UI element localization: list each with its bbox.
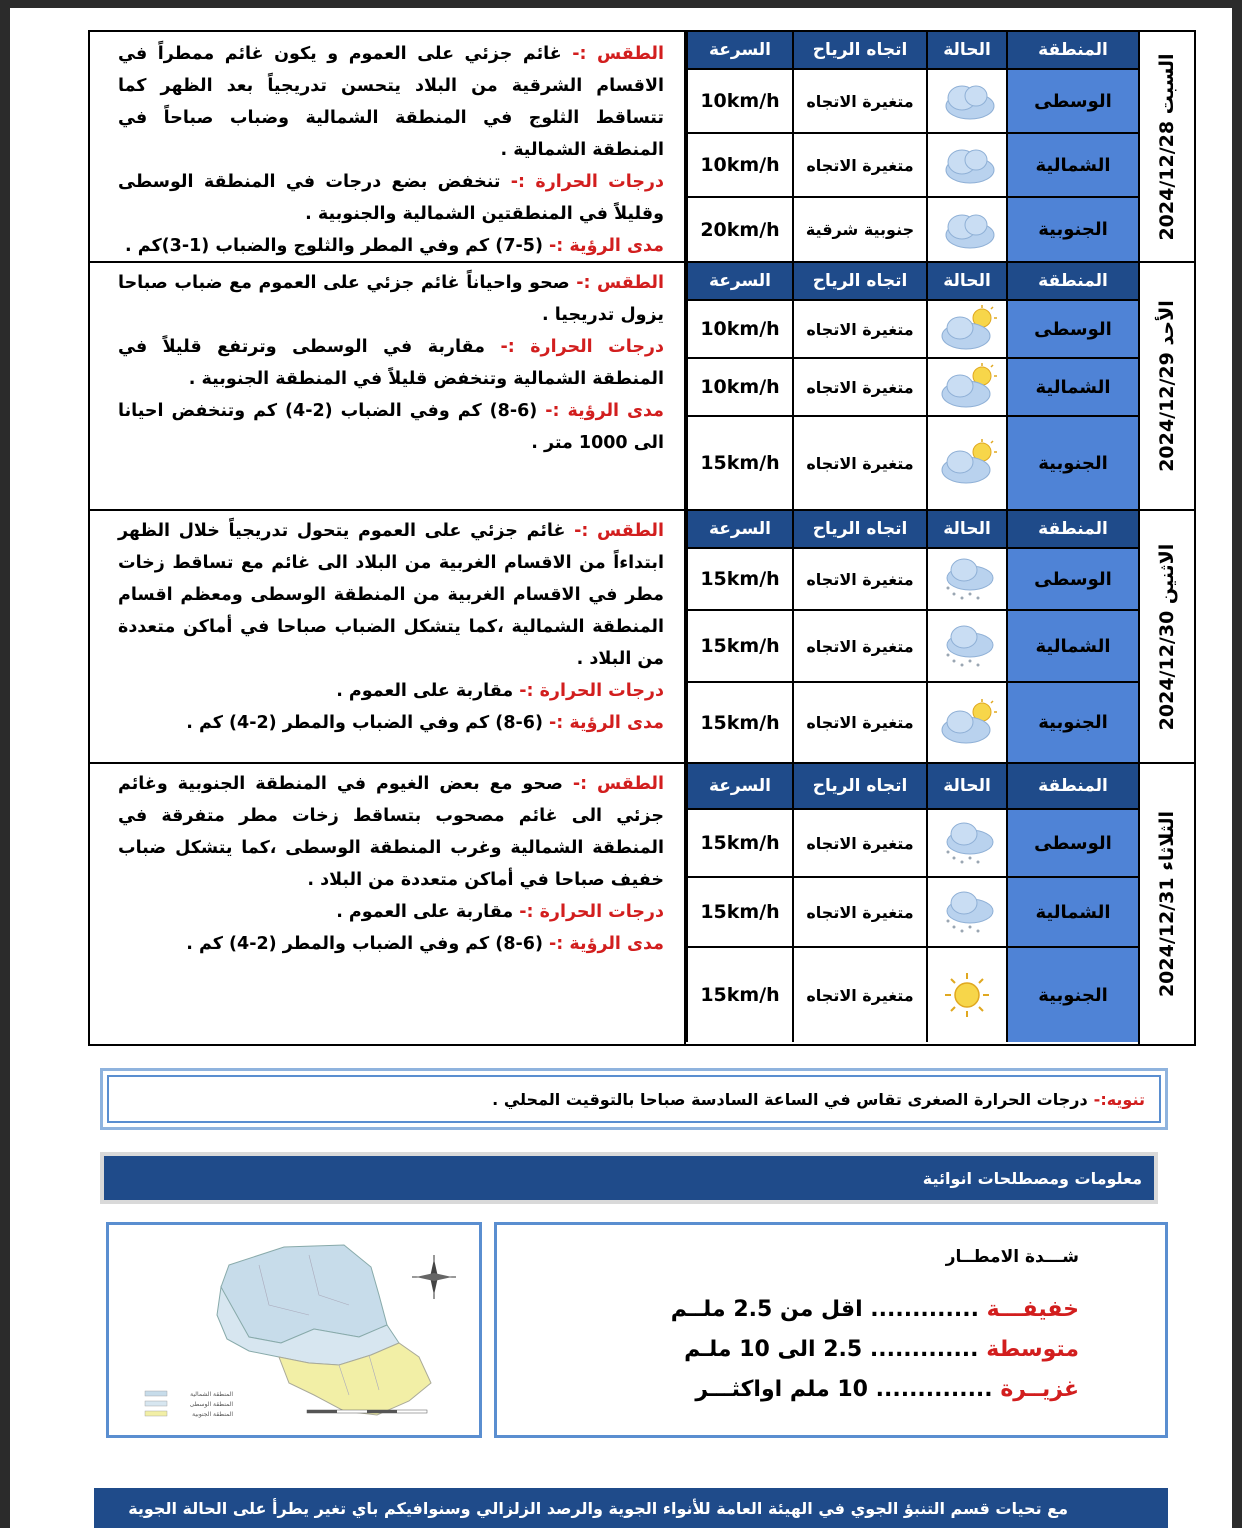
visibility-label: مدى الرؤية :-: [549, 713, 664, 733]
header-speed: السرعة: [686, 511, 792, 547]
region-name: الشمالية: [1006, 611, 1138, 681]
wind-speed: 15km/h: [686, 878, 792, 946]
wind-speed: 15km/h: [686, 683, 792, 762]
forecast-text: [90, 764, 686, 1044]
visibility-text: (6-8) كم وفي الضباب (2-4) كم وتنخفض احيانا الى 1000 متر .: [118, 401, 664, 453]
table-row: [686, 198, 1138, 261]
wind-speed: 10km/h: [686, 359, 792, 415]
header-state: الحالة: [926, 764, 1006, 808]
table-row: [686, 549, 1138, 611]
region-table: [686, 263, 1138, 509]
day-block-monday: [90, 511, 1194, 764]
table-row: [686, 683, 1138, 762]
cloud-icon: [936, 76, 998, 126]
footer-bar: مع تحيات قسم التنبؤ الجوي في الهيئة العامة للأنواء الجوية والرصد الزلزالي وسنوافيكم باي تغير يطرأ على الحالة الجوية: [94, 1488, 1168, 1528]
wind-speed: 10km/h: [686, 70, 792, 132]
region-map: [106, 1222, 482, 1438]
wind-direction: متغيرة الاتجاه: [792, 301, 926, 357]
date-cell: [1138, 32, 1194, 261]
cloud-icon: [936, 140, 998, 190]
wind-direction: متغيرة الاتجاه: [792, 810, 926, 876]
header-wind-dir: اتجاه الرياح: [792, 263, 926, 299]
wind-speed: 15km/h: [686, 417, 792, 509]
wind-direction: متغيرة الاتجاه: [792, 683, 926, 762]
table-row: [686, 611, 1138, 683]
table-header-row: [686, 511, 1138, 549]
wind-direction: جنوبية شرقية: [792, 198, 926, 261]
weather-label: الطقس :-: [572, 774, 664, 794]
rain-medium: [684, 1337, 1079, 1362]
note-inner: [107, 1075, 1161, 1123]
weather-label: الطقس :-: [572, 44, 664, 64]
legend-middle: المنطقة الوسطى: [189, 1401, 233, 1408]
table-header-row: [686, 263, 1138, 301]
region-name: الجنوبية: [1006, 683, 1138, 762]
rain-medium-text: ............. 2.5 الى 10 ملـم: [684, 1337, 987, 1362]
weather-text: صحو مع بعض الغيوم في المنطقة الجنوبية وغائم جزئي الى غائم مصحوب بتساقط زخات مطر متفرقة في المنطقة الشمالية وغرب المنطقة الوسطى ،كما يتشكل ضباب خفيف صباحا في أماكن متعددة من البلاد .: [118, 774, 664, 890]
table-row: [686, 878, 1138, 948]
day-block-tuesday: [90, 764, 1194, 1044]
rain-heavy-label: غزيــرة: [1000, 1377, 1079, 1402]
rain-light: [671, 1297, 1079, 1322]
rain-title: شـــدة الامطــار: [945, 1247, 1079, 1267]
wind-speed: 15km/h: [686, 948, 792, 1042]
wind-direction: متغيرة الاتجاه: [792, 70, 926, 132]
forecast-text: [90, 32, 686, 261]
visibility-text: (6-8) كم وفي الضباب والمطر (2-4) كم .: [186, 934, 550, 954]
visibility-label: مدى الرؤية :-: [549, 934, 664, 954]
info-bar-title: معلومات ومصطلحات انوائية: [104, 1156, 1154, 1200]
region-name: الجنوبية: [1006, 198, 1138, 261]
rain-light-label: خفيفـــة: [986, 1297, 1079, 1322]
rain-cloud-icon: [936, 818, 998, 868]
rain-heavy: [695, 1377, 1079, 1402]
visibility-text: (5-7) كم وفي المطر والثلوج والضباب (1-3)كم .: [124, 236, 550, 256]
weather-state-cell: [926, 611, 1006, 681]
rain-cloud-icon: [936, 887, 998, 937]
table-header-row: [686, 764, 1138, 810]
table-row: [686, 134, 1138, 198]
temperature-label: درجات الحرارة :-: [519, 681, 664, 701]
header-wind-dir: اتجاه الرياح: [792, 764, 926, 808]
forecast-text: [90, 511, 686, 762]
legend-south: المنطقة الجنوبية: [192, 1411, 233, 1418]
header-region: المنطقة: [1006, 764, 1138, 808]
date-cell: [1138, 263, 1194, 509]
date-label: السبت 2024/12/28: [1156, 52, 1178, 241]
forecast-table: [88, 30, 1196, 1046]
rain-intensity-box: [494, 1222, 1168, 1438]
table-row: [686, 301, 1138, 359]
weather-text: غائم جزئي على العموم يتحول تدريجياً خلال الظهر ابتداءاً من الاقسام الغربية من البلاد الى غائم مع تساقط زخات مطر في الاقسام الغربية من المنطقة الوسطى ومعظم اقسام المنطقة الشمالية ،كما يتشكل الضباب صباحا في أماكن متعددة من البلاد .: [118, 521, 664, 669]
partly-cloudy-icon: [936, 362, 998, 412]
header-region: المنطقة: [1006, 511, 1138, 547]
temperature-text: مقاربة على العموم .: [336, 902, 520, 922]
region-name: الوسطى: [1006, 810, 1138, 876]
iraq-map-icon: [109, 1225, 479, 1435]
wind-direction: متغيرة الاتجاه: [792, 549, 926, 609]
weather-state-cell: [926, 359, 1006, 415]
table-row: [686, 417, 1138, 509]
weather-state-cell: [926, 301, 1006, 357]
wind-direction: متغيرة الاتجاه: [792, 948, 926, 1042]
weather-state-cell: [926, 683, 1006, 762]
table-header-row: [686, 32, 1138, 70]
weather-state-cell: [926, 417, 1006, 509]
wind-speed: 15km/h: [686, 549, 792, 609]
region-name: الوسطى: [1006, 549, 1138, 609]
note-text: درجات الحرارة الصغرى تقاس في الساعة السادسة صباحا بالتوقيت المحلي .: [492, 1089, 1088, 1109]
wind-speed: 10km/h: [686, 301, 792, 357]
rain-cloud-icon: [936, 621, 998, 671]
temperature-label: درجات الحرارة :-: [500, 337, 664, 357]
weather-state-cell: [926, 198, 1006, 261]
header-region: المنطقة: [1006, 32, 1138, 68]
header-speed: السرعة: [686, 32, 792, 68]
bulletin-page: [10, 8, 1232, 1528]
weather-text: غائم جزئي على العموم و يكون غائم ممطراً في الاقسام الشرقية من البلاد يتحسن تدريجياً بعد الظهر كما تتساقط الثلوج في المنطقة الشمالية وضباب صباحاً في المنطقة الشمالية .: [118, 44, 664, 160]
wind-speed: 10km/h: [686, 134, 792, 196]
region-name: الشمالية: [1006, 134, 1138, 196]
header-state: الحالة: [926, 263, 1006, 299]
region-name: الجنوبية: [1006, 417, 1138, 509]
compass-icon: [412, 1255, 456, 1299]
sun-icon: [936, 970, 998, 1020]
temperature-text: مقاربة في الوسطى وترتفع قليلاً في المنطقة الشمالية وتنخفض قليلاً في المنطقة الجنوبية .: [118, 337, 664, 389]
map-legend: [145, 1391, 233, 1418]
header-wind-dir: اتجاه الرياح: [792, 32, 926, 68]
region-table: [686, 32, 1138, 261]
wind-speed: 15km/h: [686, 810, 792, 876]
weather-state-cell: [926, 810, 1006, 876]
wind-direction: متغيرة الاتجاه: [792, 359, 926, 415]
cloud-icon: [936, 205, 998, 255]
region-name: الوسطى: [1006, 301, 1138, 357]
date-label: الاثنين 2024/12/30: [1156, 543, 1178, 730]
temperature-label: درجات الحرارة :-: [510, 172, 664, 192]
info-bar: [100, 1152, 1158, 1204]
table-row: [686, 70, 1138, 134]
rain-heavy-text: .............. 10 ملم اواكثـــر: [695, 1377, 1001, 1402]
weather-state-cell: [926, 70, 1006, 132]
temperature-text: تنخفض بضع درجات في المنطقة الوسطى وقليلاً في المنطقتين الشمالية والجنوبية .: [118, 172, 664, 224]
visibility-text: (6-8) كم وفي الضباب والمطر (2-4) كم .: [186, 713, 550, 733]
date-label: الثلاثاء 2024/12/31: [1156, 810, 1178, 998]
rain-light-text: ............. اقل من 2.5 ملــم: [670, 1297, 987, 1322]
header-speed: السرعة: [686, 263, 792, 299]
weather-state-cell: [926, 549, 1006, 609]
weather-label: الطقس :-: [576, 273, 664, 293]
partly-cloudy-icon: [936, 698, 998, 748]
weather-state-cell: [926, 878, 1006, 946]
scale-bar: [307, 1410, 427, 1413]
day-block-sunday: [90, 263, 1194, 511]
weather-state-cell: [926, 948, 1006, 1042]
note-box: [100, 1068, 1168, 1130]
wind-direction: متغيرة الاتجاه: [792, 417, 926, 509]
header-state: الحالة: [926, 32, 1006, 68]
date-label: الأحد 2024/12/29: [1156, 300, 1178, 472]
wind-direction: متغيرة الاتجاه: [792, 878, 926, 946]
visibility-label: مدى الرؤية :-: [549, 236, 664, 256]
region-name: الشمالية: [1006, 878, 1138, 946]
header-region: المنطقة: [1006, 263, 1138, 299]
wind-direction: متغيرة الاتجاه: [792, 611, 926, 681]
weather-text: صحو واحياناً غائم جزئي على العموم مع ضباب صباحا يزول تدريجيا .: [118, 273, 664, 325]
date-cell: [1138, 764, 1194, 1044]
table-row: [686, 810, 1138, 878]
wind-direction: متغيرة الاتجاه: [792, 134, 926, 196]
weather-label: الطقس :-: [574, 521, 665, 541]
partly-cloudy-icon: [936, 438, 998, 488]
table-row: [686, 948, 1138, 1042]
wind-speed: 20km/h: [686, 198, 792, 261]
forecast-text: [90, 263, 686, 509]
wind-speed: 15km/h: [686, 611, 792, 681]
region-table: [686, 511, 1138, 762]
rain-cloud-icon: [936, 554, 998, 604]
header-state: الحالة: [926, 511, 1006, 547]
table-row: [686, 359, 1138, 417]
rain-medium-label: متوسطة: [986, 1337, 1079, 1362]
temperature-text: مقاربة على العموم .: [336, 681, 520, 701]
header-wind-dir: اتجاه الرياح: [792, 511, 926, 547]
note-label: تنويه:-: [1093, 1089, 1145, 1109]
partly-cloudy-icon: [936, 304, 998, 354]
weather-state-cell: [926, 134, 1006, 196]
region-name: الشمالية: [1006, 359, 1138, 415]
region-table: [686, 764, 1138, 1044]
visibility-label: مدى الرؤية :-: [545, 401, 664, 421]
region-name: الوسطى: [1006, 70, 1138, 132]
region-name: الجنوبية: [1006, 948, 1138, 1042]
temperature-label: درجات الحرارة :-: [519, 902, 664, 922]
day-block-saturday: [90, 32, 1194, 263]
date-cell: [1138, 511, 1194, 762]
legend-north: المنطقة الشمالية: [190, 1391, 233, 1398]
header-speed: السرعة: [686, 764, 792, 808]
